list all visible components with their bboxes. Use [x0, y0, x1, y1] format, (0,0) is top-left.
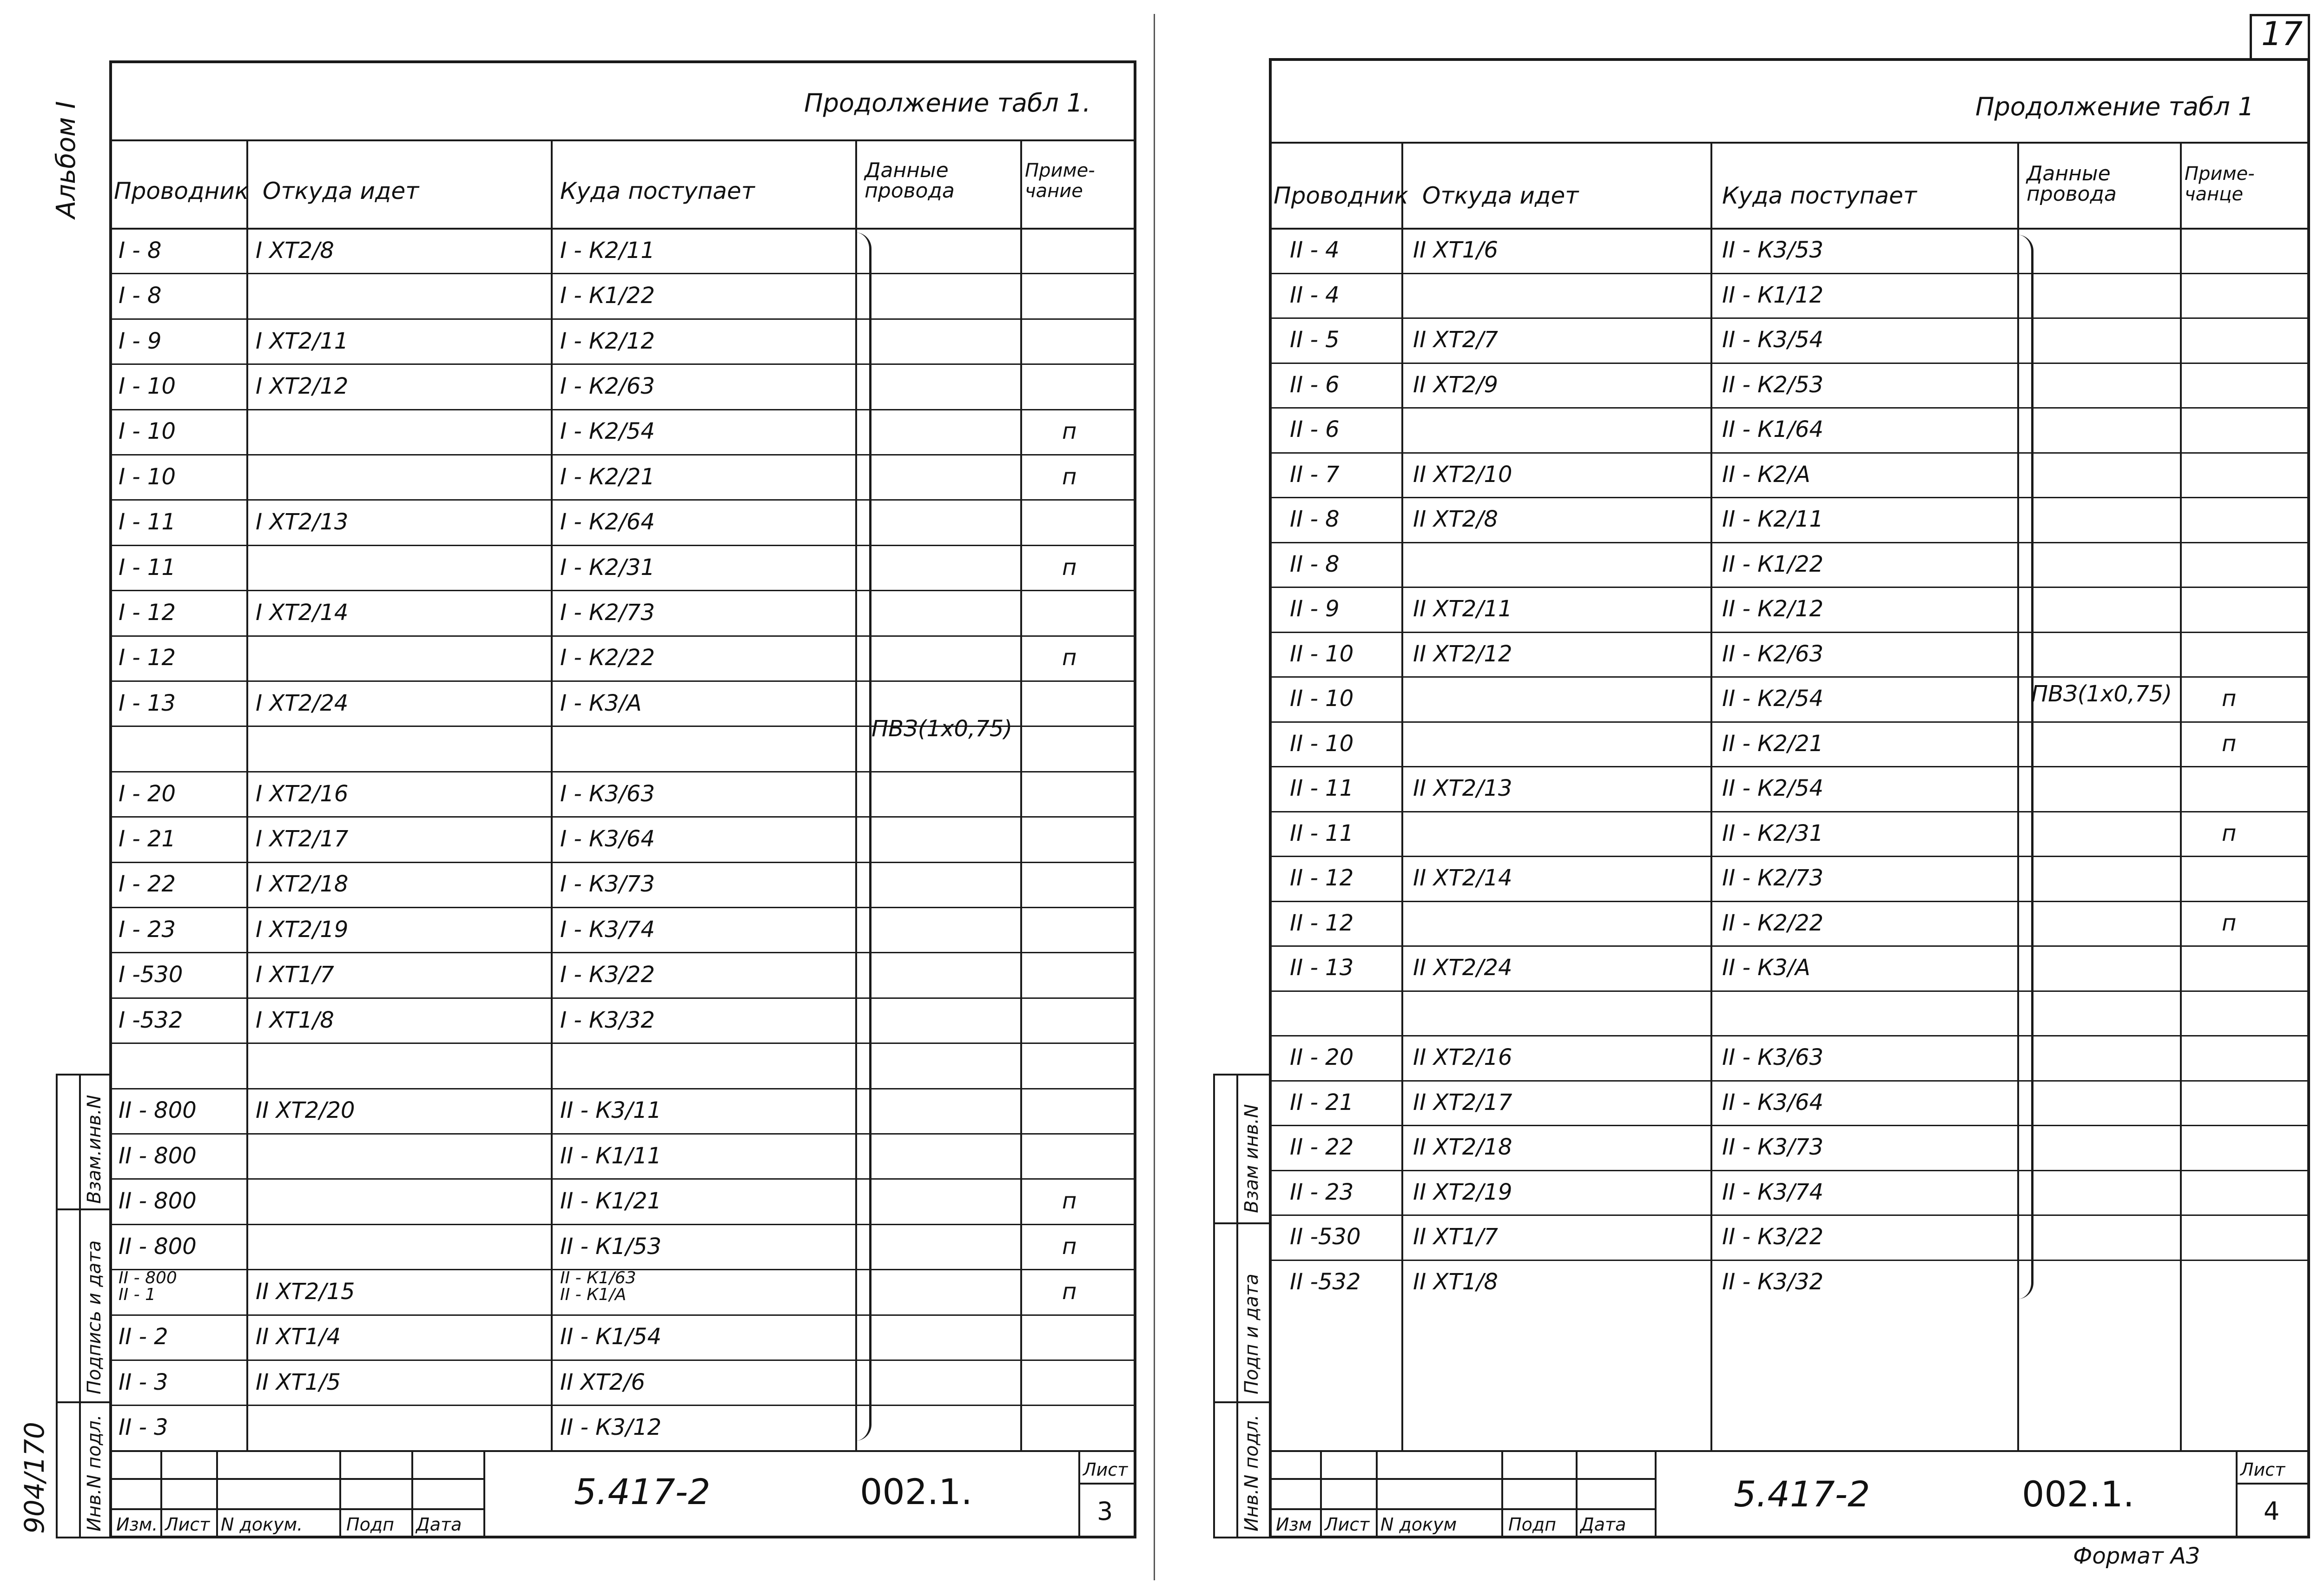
- cell-to: II - К3/74: [1722, 1179, 1824, 1205]
- cell-to: II - К1/12: [1722, 282, 1824, 308]
- cell-from: II ХТ2/20: [256, 1097, 355, 1124]
- side-label-vzam: Взам.инв.N: [84, 1095, 105, 1204]
- cell-wire: I - 10: [119, 463, 176, 490]
- right-header-data: Данные провода: [2027, 162, 2117, 206]
- cell-from: II ХТ2/15: [256, 1278, 355, 1305]
- cell-to: II - К2/53: [1722, 371, 1824, 398]
- right-stamp-data: Дата: [1580, 1514, 1626, 1535]
- cell-to: II - К3/А: [1722, 955, 1810, 981]
- cell-from: II ХТ2/11: [1413, 596, 1512, 622]
- cell-note: п: [2222, 686, 2237, 712]
- cell-wire: II - 800 II - 1: [119, 1268, 177, 1305]
- cell-wire: II - 8: [1290, 506, 1340, 533]
- cell-to: II - К3/22: [1722, 1224, 1824, 1250]
- cell-wire: II - 22: [1290, 1134, 1354, 1161]
- right-stamp-podp: Подп: [1508, 1514, 1556, 1535]
- cell-to: II - К3/12: [560, 1414, 662, 1441]
- cell-from: II ХТ2/19: [1413, 1179, 1512, 1205]
- cell-to: I - К3/73: [560, 871, 655, 898]
- cell-wire: II -530: [1290, 1224, 1361, 1250]
- cell-from: II ХТ1/4: [256, 1324, 341, 1350]
- right-side-label-inv: Инв.N подл.: [1241, 1414, 1262, 1531]
- cell-wire: I - 12: [119, 645, 176, 671]
- cell-from: II ХТ2/17: [1413, 1089, 1512, 1115]
- cell-from: II ХТ2/9: [1413, 371, 1499, 398]
- cell-to: II - К2/22: [1722, 910, 1824, 936]
- cell-from: II ХТ2/12: [1413, 640, 1512, 667]
- format-label: Формат А3: [2073, 1543, 2200, 1569]
- cell-to: I - К2/73: [560, 599, 655, 626]
- right-sheet: [1176, 0, 2324, 1584]
- cell-wire: II - 9: [1290, 596, 1340, 622]
- cell-to: I - К2/21: [560, 463, 655, 490]
- cell-from: I ХТ2/12: [256, 373, 349, 399]
- cell-from: II ХТ2/8: [1413, 506, 1499, 533]
- cell-from: I ХТ2/13: [256, 509, 349, 535]
- cell-from: I ХТ2/18: [256, 871, 349, 898]
- cell-to: I - К2/31: [560, 554, 655, 581]
- stamp-podp: Подп: [346, 1514, 394, 1535]
- cell-to: II - К2/А: [1722, 461, 1810, 488]
- cell-wire: II - 800: [119, 1233, 197, 1260]
- cell-to: II - К2/54: [1722, 775, 1824, 802]
- stamp-sheet-label: Лист: [1083, 1459, 1128, 1480]
- cell-wire: II - 20: [1290, 1044, 1354, 1071]
- cell-from: II ХТ2/7: [1413, 327, 1499, 353]
- cell-wire: II - 11: [1290, 820, 1354, 846]
- cell-to: II - К3/64: [1722, 1089, 1824, 1115]
- cell-to: I - К3/32: [560, 1007, 655, 1033]
- right-header-wire: Проводник: [1274, 182, 1408, 209]
- right-header-note: Приме-чанце: [2185, 163, 2255, 205]
- right-stamp-doc-number: 002.1.: [2022, 1473, 2134, 1515]
- cell-note: п: [1062, 1278, 1077, 1305]
- cell-to: I - К3/74: [560, 916, 655, 943]
- cell-wire: II - 2: [119, 1324, 168, 1350]
- right-side-label-vzam: Взам инв.N: [1241, 1104, 1262, 1213]
- cell-to: II - К1/11: [560, 1142, 662, 1169]
- cell-to: II - К2/73: [1722, 865, 1824, 891]
- cell-to: I - К2/11: [560, 237, 655, 264]
- right-stamp-sheet-number: 4: [2264, 1497, 2280, 1526]
- stamp-data: Дата: [416, 1514, 462, 1535]
- cell-wire: I - 13: [119, 690, 176, 716]
- cell-from: II ХТ2/14: [1413, 865, 1512, 891]
- right-stamp-code: 5.417-2: [1734, 1473, 1870, 1515]
- cell-to: II - К2/31: [1722, 820, 1824, 846]
- cell-to: II - К3/73: [1722, 1134, 1824, 1161]
- cell-to: I - К2/12: [560, 328, 655, 354]
- cell-to: I - К2/64: [560, 509, 655, 535]
- sheet-divider: [1154, 14, 1155, 1580]
- cell-from: I ХТ1/7: [256, 962, 334, 988]
- right-wire-data-brace: [2017, 235, 2034, 1299]
- cell-to: II - К2/54: [1722, 686, 1824, 712]
- cell-note: п: [1062, 554, 1077, 581]
- cell-from: II ХТ2/13: [1413, 775, 1512, 802]
- cell-wire: II - 10: [1290, 686, 1354, 712]
- cell-wire: I - 10: [119, 373, 176, 399]
- side-label-inv: Инв.N подл.: [84, 1414, 105, 1531]
- cell-to: I - К3/А: [560, 690, 642, 716]
- cell-to: II ХТ2/6: [560, 1369, 646, 1395]
- cell-wire: I - 12: [119, 599, 176, 626]
- header-from: Откуда идет: [263, 178, 419, 205]
- right-stamp-list: Лист: [1325, 1514, 1370, 1535]
- stamp-doc-number: 002.1.: [860, 1471, 972, 1512]
- side-label-podp-data: Подпись и дата: [84, 1240, 105, 1394]
- left-continuation-title: Продолжение табл 1.: [804, 88, 1091, 118]
- cell-note: п: [1062, 1233, 1077, 1260]
- page-number: 17: [2261, 15, 2303, 53]
- cell-wire: II - 6: [1290, 371, 1340, 398]
- cell-to: I - К2/63: [560, 373, 655, 399]
- cell-from: I ХТ2/17: [256, 825, 349, 852]
- right-stamp-sheet-label: Лист: [2240, 1459, 2285, 1480]
- header-data: Данные провода: [865, 158, 955, 203]
- cell-wire: II - 10: [1290, 640, 1354, 667]
- cell-from: I ХТ2/24: [256, 690, 349, 716]
- cell-wire: I - 20: [119, 780, 176, 807]
- cell-from: II ХТ2/10: [1413, 461, 1512, 488]
- cell-from: II ХТ1/7: [1413, 1224, 1499, 1250]
- cell-wire: I - 8: [119, 283, 162, 309]
- wire-data-value: ПВЗ(1х0,75): [872, 716, 1013, 742]
- stamp-list: Лист: [165, 1514, 210, 1535]
- cell-wire: I - 11: [119, 509, 176, 535]
- album-label: Альбом I: [51, 101, 81, 218]
- cell-from: I ХТ2/16: [256, 780, 349, 807]
- cell-wire: II - 4: [1290, 237, 1340, 264]
- cell-note: п: [2222, 910, 2237, 936]
- right-stamp-izm: Изм: [1276, 1514, 1312, 1535]
- header-wire: Проводник: [114, 178, 249, 205]
- cell-to: II - К2/63: [1722, 640, 1824, 667]
- cell-wire: I - 23: [119, 916, 176, 943]
- stamp-izm: Изм.: [116, 1514, 158, 1535]
- cell-wire: II - 800: [119, 1142, 197, 1169]
- right-continuation-title: Продолжение табл 1: [1975, 92, 2254, 121]
- cell-wire: II - 3: [119, 1414, 168, 1441]
- cell-from: II ХТ2/18: [1413, 1134, 1512, 1161]
- cell-wire: II - 3: [119, 1369, 168, 1395]
- cell-from: I ХТ2/14: [256, 599, 349, 626]
- cell-wire: II - 6: [1290, 416, 1340, 443]
- cell-wire: I - 21: [119, 825, 176, 852]
- cell-wire: II - 11: [1290, 775, 1354, 802]
- cell-from: II ХТ1/5: [256, 1369, 341, 1395]
- cell-wire: II - 10: [1290, 730, 1354, 757]
- cell-to: II - К1/21: [560, 1188, 662, 1214]
- cell-to: II - К1/54: [560, 1324, 662, 1350]
- cell-to: II - К1/22: [1722, 551, 1824, 577]
- cell-wire: I - 10: [119, 418, 176, 445]
- cell-wire: II - 8: [1290, 551, 1340, 577]
- cell-wire: II - 5: [1290, 327, 1340, 353]
- cell-to: II - К2/12: [1722, 596, 1824, 622]
- stamp-sheet-number: 3: [1097, 1497, 1113, 1526]
- cell-to: II - К3/11: [560, 1097, 662, 1124]
- cell-to: II - К1/63 II - К1/А: [560, 1268, 636, 1305]
- cell-to: I - К1/22: [560, 283, 655, 309]
- cell-to: I - К3/63: [560, 780, 655, 807]
- cell-from: II ХТ2/16: [1413, 1044, 1512, 1071]
- cell-to: I - К2/54: [560, 418, 655, 445]
- right-stamp-ndoc: N докум: [1380, 1514, 1457, 1535]
- right-header-from: Откуда идет: [1422, 182, 1579, 209]
- cell-note: п: [2222, 730, 2237, 757]
- cell-note: п: [1062, 1188, 1077, 1214]
- cell-note: п: [1062, 645, 1077, 671]
- cell-wire: II - 7: [1290, 461, 1340, 488]
- cell-note: п: [2222, 820, 2237, 846]
- cell-to: II - К2/21: [1722, 730, 1824, 757]
- side-label-inv-number: 904/170: [19, 1422, 50, 1534]
- cell-from: I ХТ2/11: [256, 328, 349, 354]
- cell-from: I ХТ2/19: [256, 916, 349, 943]
- right-side-label-podp-data: Подп и дата: [1241, 1274, 1262, 1394]
- header-note: Приме-чание: [1025, 160, 1095, 202]
- cell-to: II - К1/53: [560, 1233, 662, 1260]
- cell-wire: II - 4: [1290, 282, 1340, 308]
- cell-wire: I -532: [119, 1007, 183, 1033]
- cell-wire: II - 800: [119, 1097, 197, 1124]
- cell-from: II ХТ2/24: [1413, 955, 1512, 981]
- cell-from: I ХТ2/8: [256, 237, 334, 264]
- cell-wire: II - 13: [1290, 955, 1354, 981]
- cell-to: II - К1/64: [1722, 416, 1824, 443]
- cell-to: II - К3/53: [1722, 237, 1824, 264]
- cell-note: п: [1062, 418, 1077, 445]
- cell-note: п: [1062, 463, 1077, 490]
- cell-to: I - К3/22: [560, 962, 655, 988]
- cell-wire: I - 9: [119, 328, 162, 354]
- stamp-ndoc: N докум.: [221, 1514, 303, 1535]
- cell-to: II - К2/11: [1722, 506, 1824, 533]
- cell-wire: I - 11: [119, 554, 176, 581]
- cell-to: II - К3/54: [1722, 327, 1824, 353]
- header-to: Куда поступает: [560, 178, 755, 205]
- cell-from: II ХТ1/8: [1413, 1268, 1499, 1295]
- cell-wire: II - 12: [1290, 865, 1354, 891]
- cell-wire: II - 12: [1290, 910, 1354, 936]
- cell-wire: II -532: [1290, 1268, 1361, 1295]
- wire-data-brace: [855, 232, 872, 1441]
- cell-wire: I - 22: [119, 871, 176, 898]
- cell-to: I - К3/64: [560, 825, 655, 852]
- cell-wire: I - 8: [119, 237, 162, 264]
- cell-to: II - К3/63: [1722, 1044, 1824, 1071]
- right-wire-data-value: ПВЗ(1х0,75): [2031, 681, 2172, 707]
- cell-from: II ХТ1/6: [1413, 237, 1499, 264]
- cell-wire: II - 800: [119, 1188, 197, 1214]
- cell-wire: I -530: [119, 962, 183, 988]
- right-header-to: Куда поступает: [1722, 182, 1917, 209]
- cell-from: I ХТ1/8: [256, 1007, 334, 1033]
- cell-wire: II - 21: [1290, 1089, 1354, 1115]
- cell-to: I - К2/22: [560, 645, 655, 671]
- stamp-code: 5.417-2: [574, 1471, 711, 1512]
- cell-to: II - К3/32: [1722, 1268, 1824, 1295]
- cell-wire: II - 23: [1290, 1179, 1354, 1205]
